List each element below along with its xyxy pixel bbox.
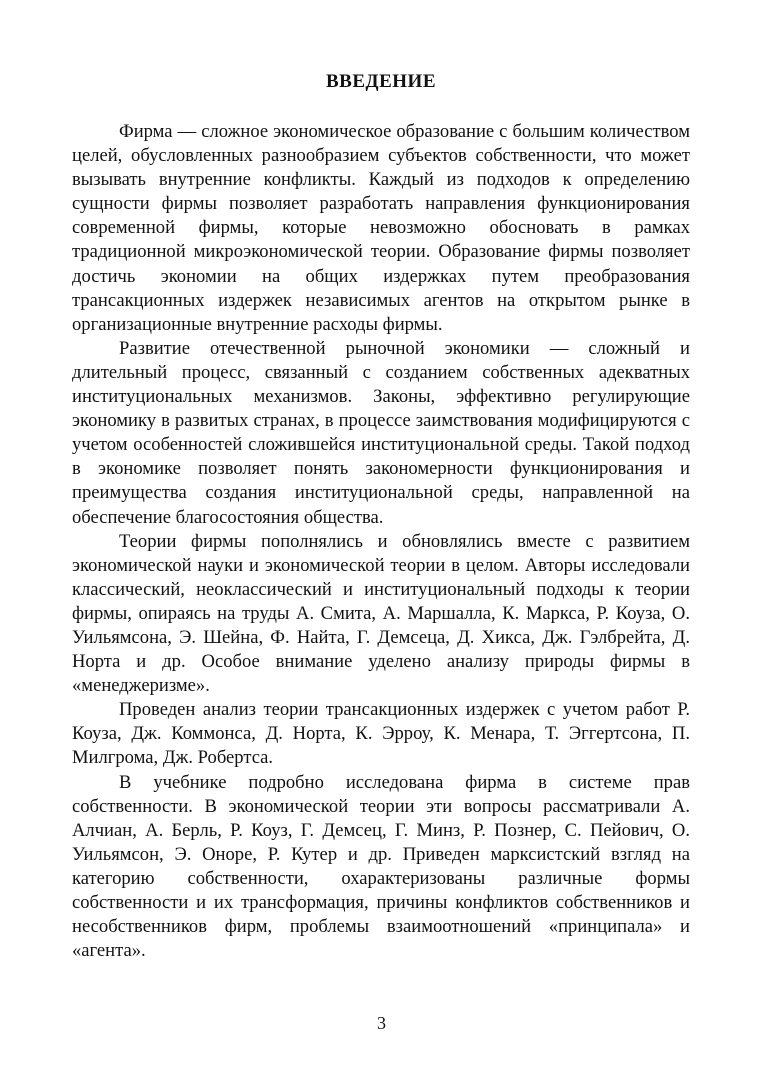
chapter-title: ВВЕДЕНИЕ [326,71,436,92]
page-number: 3 [377,1013,386,1033]
paragraph-transaction-costs: Проведен анализ теории трансакционных издержек с учетом работ Р. Коуза, Дж. Коммонса, Д. Норта, К. Эрроу, К. Менара, Т. Эггертсона, П. Милгрома, Дж. Робертса. [72,699,690,769]
paragraph-firm-definition: Фирма — сложное экономическое образование с большим количеством целей, обусловленных разнообразием субъектов собственности, что может вызывать внутренние конфликты. Каждый из подходов к определению сущности фирмы позволяет разработать направления функционирования современной фирмы, которые невозможно обосновать в рамках традиционной микроэкономической теории. Образование фирмы позволяет достичь экономии на общих издержках путем преобразования трансакционных издержек независимых агентов на открытом рынке в организационные внутренние расходы фирмы. [72,121,690,335]
paragraph-firm-theories: Теории фирмы пополнялись и обновлялись вместе с развитием экономической науки и экономической теории в целом. Авторы исследовали классический, неоклассический и институциональный подходы к теории фирмы, опираясь на труды А. Смита, А. Маршалла, К. Маркса, Р. Коуза, О. Уильямсона, Э. Шейна, Ф. Найта, Г. Демсеца, Д. Хикса, Дж. Гэлбрейта, Д. Норта и др. Особое внимание уделено анализу природы фирмы в «менеджеризме». [72,530,690,697]
paragraph-property-rights: В учебнике подробно исследована фирма в системе прав собственности. В экономической теории эти вопросы рассматривали А. Алчиан, А. Берль, Р. Коуз, Г. Демсец, Г. Минз, Р. Познер, С. Пейович, О. Уильямсон, Э. Оноре, Р. Кутер и др. Приведен марксистский взгляд на категорию собственности, охарактеризованы различные формы собственности и их трансформация, причины конфликтов собственников и несобственников фирм, проблемы взаимоотношений «принципала» и «агента». [72,771,690,962]
page-body [72,70,690,963]
paragraph-market-economy: Развитие отечественной рыночной экономики — сложный и длительный процесс, связанный с созданием собственных адекватных институциональных механизмов. Законы, эффективно регулирующие экономику в развитых странах, в процессе заимствования модифицируются с учетом особенностей сложившейся институциональной среды. Такой подход в экономике позволяет понять закономерности функционирования и преимущества создания институциональной среды, направленной на обеспечение благосостояния общества. [72,337,690,528]
